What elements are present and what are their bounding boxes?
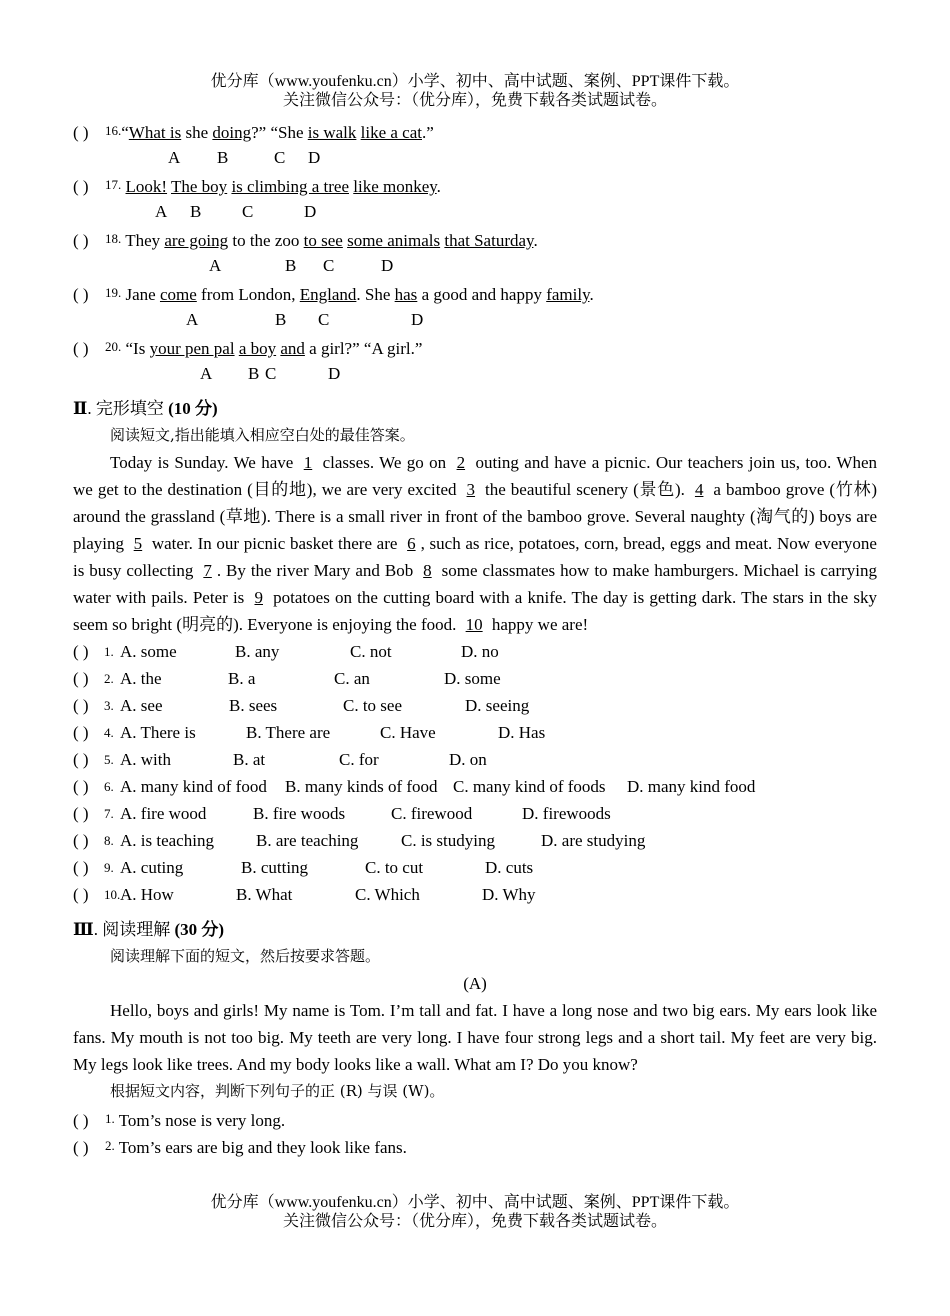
blank-3[interactable]: 3 (466, 480, 476, 499)
option-c[interactable]: C. is studying (401, 831, 495, 850)
text: “Is (121, 339, 150, 358)
question-number: 4. (104, 725, 114, 740)
option-c[interactable]: C. for (339, 750, 379, 769)
label-c: C (323, 256, 335, 275)
blank-9[interactable]: 9 (254, 588, 263, 607)
underlined-b: England (299, 285, 357, 304)
option-a[interactable]: A. is teaching (120, 831, 214, 850)
blank-1[interactable]: 1 (303, 453, 313, 472)
label-d: D (381, 256, 394, 275)
cloze-question-1 (73, 638, 877, 665)
reading-passage: Hello, boys and girls! My name is Tom. I’m tall and fat. I have a long nose and two big ears. My ears look like fans. My mouth is not too big. My teeth are very long. I have four strong legs and a short tail. My feet are very big. My legs look like trees. And my body looks like a wall. What am I? Do you know? (73, 1001, 877, 1074)
label-a: A (200, 364, 213, 383)
text: a good and happy (417, 285, 547, 304)
option-c[interactable]: C. firewood (391, 804, 473, 823)
label-b: B (285, 256, 297, 275)
option-c[interactable]: C. an (334, 669, 370, 688)
footer-line-2: 关注微信公众号：（优分库），免费下载各类试题试卷。 (282, 1213, 667, 1230)
option-c[interactable]: C. to see (343, 696, 403, 715)
answer-paren[interactable]: ( ) (73, 858, 89, 877)
label-c: C (274, 148, 286, 167)
text: to the zoo (228, 231, 304, 250)
answer-paren[interactable]: ( ) (73, 885, 89, 904)
label-a: A (168, 148, 181, 167)
text: happy we are! (487, 615, 589, 634)
text: They (121, 231, 165, 250)
text: some classmates how to make hamburgers. Michael is carrying water with pails. Peter is (73, 561, 878, 607)
option-a[interactable]: A. some (120, 642, 177, 661)
exam-content (73, 117, 877, 1159)
question-number: 6. (104, 779, 114, 794)
text: . (436, 177, 441, 196)
option-b[interactable]: B. are teaching (256, 831, 359, 850)
option-c[interactable]: C. many kind of foods (453, 777, 606, 796)
item-number: 1. (105, 1111, 115, 1126)
label-c: C (318, 310, 330, 329)
judge-item-1 (73, 1105, 877, 1132)
underlined-b: The boy (171, 177, 228, 196)
cloze-question-3 (73, 692, 877, 719)
letter-labels-18 (73, 252, 877, 279)
option-b[interactable]: B. sees (229, 696, 278, 715)
error-question-19 (73, 279, 877, 306)
label-b: B (190, 202, 202, 221)
answer-paren[interactable]: ( ) (73, 696, 89, 715)
underlined-c: is climbing a tree (231, 177, 349, 196)
text: she (181, 123, 213, 142)
underlined-d: like a cat (360, 123, 422, 142)
item-text: Tom’s ears are big and they look like fans. (114, 1138, 407, 1157)
page-header (0, 72, 950, 110)
underlined-a: your pen pal (149, 339, 235, 358)
underlined-a: What is (128, 123, 182, 142)
text: the beautiful scenery (景色). (480, 480, 690, 499)
blank-7[interactable]: 7 (203, 561, 212, 580)
question-number: 16. (105, 123, 122, 138)
option-b[interactable]: B. What (236, 885, 293, 904)
label-a: A (155, 202, 168, 221)
option-a[interactable]: A. cuting (120, 858, 184, 877)
option-c[interactable]: C. to cut (365, 858, 424, 877)
answer-paren[interactable]: ( ) (73, 642, 89, 661)
text: Today is Sunday. We have (110, 453, 299, 472)
underlined-c: some animals (347, 231, 441, 250)
option-d[interactable]: D. many kind food (627, 777, 756, 796)
item-text: Tom’s nose is very long. (114, 1111, 286, 1130)
judge-instruction: 根据短文内容，判断下列句子的正 (R) 与误 (W)。 (110, 1082, 445, 1100)
option-d[interactable]: D. Why (482, 885, 536, 904)
section-score: (30 分) (174, 920, 225, 939)
text: water. In our picnic basket there are (147, 534, 403, 553)
blank-6[interactable]: 6 (407, 534, 416, 553)
answer-paren[interactable]: ( ) (73, 723, 89, 742)
answer-paren[interactable]: ( ) (73, 177, 89, 196)
header-line-2: 关注微信公众号：（优分库），免费下载各类试题试卷。 (282, 92, 667, 109)
section-number: Ⅱ (73, 399, 88, 418)
label-b: B (217, 148, 229, 167)
text: ?” “She (251, 123, 308, 142)
label-d: D (328, 364, 341, 383)
error-question-18 (73, 225, 877, 252)
option-c[interactable]: C. Which (355, 885, 420, 904)
label-c: C (265, 364, 277, 383)
option-d[interactable]: D. firewoods (522, 804, 611, 823)
section-name: . 完形填空 (87, 399, 169, 418)
label-d: D (411, 310, 424, 329)
blank-2[interactable]: 2 (456, 453, 466, 472)
item-number: 2. (105, 1138, 115, 1153)
cloze-question-9 (73, 854, 877, 881)
letter-labels-19 (73, 306, 877, 333)
cloze-question-7 (73, 800, 877, 827)
answer-paren[interactable]: ( ) (73, 750, 89, 769)
label-d: D (304, 202, 317, 221)
error-question-20 (73, 333, 877, 360)
cloze-questions (73, 638, 877, 908)
text: a bamboo grove (竹林) around the grassland (草地). There is a small river in front of the bamboo grove. Several naughty (淘气的) boys are playing (73, 480, 877, 553)
option-a[interactable]: A. many kind of food (120, 777, 267, 796)
option-a[interactable]: A. see (120, 696, 163, 715)
underlined-d: family (546, 285, 590, 304)
text: “ (121, 123, 129, 142)
blank-5[interactable]: 5 (133, 534, 143, 553)
text: classes. We go on (317, 453, 452, 472)
answer-paren[interactable]: ( ) (73, 669, 89, 688)
answer-paren[interactable]: ( ) (73, 777, 89, 796)
cloze-question-4 (73, 719, 877, 746)
option-c[interactable]: C. not (350, 642, 392, 661)
question-number: 3. (104, 698, 114, 713)
blank-10[interactable]: 10 (465, 615, 483, 634)
question-number: 1. (104, 644, 114, 659)
underlined-d: like monkey (353, 177, 437, 196)
text: . (533, 231, 538, 250)
text: . She (356, 285, 395, 304)
cloze-question-2 (73, 665, 877, 692)
section-3-instruction: 阅读理解下面的短文，然后按要求答题。 (110, 947, 381, 965)
label-a: A (186, 310, 199, 329)
label-b: B (248, 364, 260, 383)
option-d[interactable]: D. cuts (485, 858, 534, 877)
section-2-instruction: 阅读短文,指出能填入相应空白处的最佳答案。 (110, 426, 415, 444)
section-number: Ⅲ (73, 920, 94, 939)
question-number: 19. (105, 285, 122, 300)
option-b[interactable]: B. any (235, 642, 280, 661)
underlined-b: doing (212, 123, 252, 142)
question-number: 8. (104, 833, 114, 848)
option-a[interactable]: A. the (120, 669, 162, 688)
page-footer (0, 1193, 950, 1231)
option-d[interactable]: D. are studying (541, 831, 646, 850)
answer-paren[interactable]: ( ) (73, 123, 89, 142)
text: .” (422, 123, 434, 142)
error-question-17 (73, 171, 877, 198)
label-b: B (275, 310, 287, 329)
question-number: 10. (104, 887, 121, 902)
judge-item-2 (73, 1132, 877, 1159)
answer-paren[interactable]: ( ) (73, 231, 89, 250)
question-number: 5. (104, 752, 114, 767)
label-d: D (308, 148, 321, 167)
option-a[interactable]: A. with (120, 750, 171, 769)
question-number: 17. (105, 177, 122, 192)
text: potatoes on the cutting board with a knife. The day is getting dark. The stars in the sky seem so bright (明亮的). Everyone is enjoying the food. (73, 588, 877, 634)
cloze-question-8 (73, 827, 877, 854)
section-3-title (73, 916, 877, 943)
text: from London, (196, 285, 300, 304)
passage-label: (A) (463, 974, 487, 993)
text: , such as rice, potatoes, corn, bread, eggs and meat. Now everyone is busy collecting (73, 534, 877, 580)
label-a: A (209, 256, 222, 275)
blank-4[interactable]: 4 (694, 480, 704, 499)
option-d[interactable]: D. Has (498, 723, 546, 742)
underlined-c: is walk (307, 123, 357, 142)
underlined-a: Look! (125, 177, 168, 196)
text: outing and have a picnic. Our teachers join us, too. When we get to the destination (目的地), we are very excited (73, 453, 877, 499)
answer-paren[interactable]: ( ) (73, 1111, 89, 1130)
section-2-title (73, 395, 877, 422)
answer-paren[interactable]: ( ) (73, 831, 89, 850)
footer-line-1: 优分库（www.youfenku.cn）小学、初中、高中试题、案例、PPT课件下载。 (210, 1194, 740, 1211)
answer-paren[interactable]: ( ) (73, 1138, 89, 1157)
underlined-a: are going (164, 231, 229, 250)
option-c[interactable]: C. Have (380, 723, 436, 742)
option-d[interactable]: D. no (461, 642, 499, 661)
text: Jane (121, 285, 160, 304)
question-number: 7. (104, 806, 114, 821)
label-c: C (242, 202, 254, 221)
header-line-1: 优分库（www.youfenku.cn）小学、初中、高中试题、案例、PPT课件下载。 (210, 73, 740, 90)
underlined-b: a boy (238, 339, 277, 358)
question-number: 18. (105, 231, 122, 246)
cloze-question-10 (73, 881, 877, 908)
option-b[interactable]: B. many kinds of food (285, 777, 438, 796)
option-a[interactable]: A. How (120, 885, 174, 904)
underlined-c: has (394, 285, 418, 304)
text: . (589, 285, 594, 304)
option-d[interactable]: D. seeing (465, 696, 530, 715)
option-b[interactable]: B. a (228, 669, 256, 688)
underlined-b: to see (303, 231, 343, 250)
question-number: 2. (104, 671, 114, 686)
option-b[interactable]: B. fire woods (253, 804, 346, 823)
answer-paren[interactable]: ( ) (73, 339, 89, 358)
blank-8[interactable]: 8 (423, 561, 432, 580)
answer-paren[interactable]: ( ) (73, 285, 89, 304)
question-number: 9. (104, 860, 114, 875)
option-b[interactable]: B. There are (246, 723, 331, 742)
section-score: (10 分) (168, 399, 218, 418)
letter-labels-17 (73, 198, 877, 225)
option-d[interactable]: D. some (444, 669, 501, 688)
option-a[interactable]: A. fire wood (120, 804, 207, 823)
question-number: 20. (105, 339, 122, 354)
letter-labels-20 (73, 360, 877, 387)
underlined-d: that Saturday (444, 231, 534, 250)
underlined-a: come (159, 285, 197, 304)
letter-labels-16 (73, 144, 877, 171)
option-b[interactable]: B. at (233, 750, 266, 769)
section-name: . 阅读理解 (93, 920, 175, 939)
option-a[interactable]: A. There is (120, 723, 196, 742)
text: . By the river Mary and Bob (216, 561, 419, 580)
option-b[interactable]: B. cutting (241, 858, 309, 877)
underlined-c: and (280, 339, 305, 358)
cloze-passage (73, 449, 877, 638)
text: a girl?” “A girl.” (304, 339, 423, 358)
answer-paren[interactable]: ( ) (73, 804, 89, 823)
cloze-question-5 (73, 746, 877, 773)
option-d[interactable]: D. on (449, 750, 487, 769)
error-question-16 (73, 117, 877, 144)
cloze-question-6 (73, 773, 877, 800)
